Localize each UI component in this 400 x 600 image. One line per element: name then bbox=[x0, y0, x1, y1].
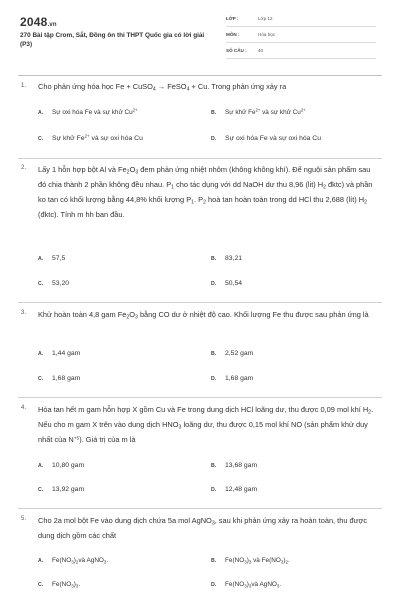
question-text: Cho 2a mol bột Fe vào dung dịch chứa 5a mol AgNO$_3$, sau khi phản ứng xảy ra hoàn toàn, thu được dung dịch gồm các chất bbox=[38, 516, 368, 540]
option-text: 50,54 bbox=[225, 280, 243, 287]
option-letter: A. bbox=[38, 110, 44, 116]
question-number: 2. bbox=[21, 165, 27, 171]
option-text: $Fe(NO_3)_3$ và $Fe(NO_3)_2$. bbox=[225, 557, 290, 565]
option-d[interactable] bbox=[211, 581, 281, 588]
question-divider bbox=[18, 302, 382, 303]
option-text: 13,68 gam bbox=[225, 462, 258, 469]
option-letter: C. bbox=[38, 136, 44, 142]
option-text: 1,68 gam bbox=[52, 375, 81, 382]
option-d[interactable] bbox=[211, 375, 253, 382]
option-b[interactable] bbox=[211, 109, 306, 116]
option-d[interactable] bbox=[211, 486, 257, 493]
option-text: $Fe(NO_3)_3và$ AgNO$_3$. bbox=[225, 581, 282, 589]
question-number: 3. bbox=[21, 310, 27, 316]
option-a[interactable] bbox=[38, 557, 108, 564]
option-letter: D. bbox=[211, 281, 217, 287]
question-number: 1. bbox=[21, 83, 27, 89]
option-letter: B. bbox=[211, 351, 217, 357]
option-text: 57,5 bbox=[52, 255, 66, 262]
question-text: Cho phản ứng hóa học Fe + CuSO$_4$ → FeSO$_4$ + Cu. Trong phản ứng xảy ra bbox=[38, 82, 287, 93]
option-a[interactable] bbox=[38, 255, 65, 262]
option-letter: A. bbox=[38, 256, 44, 262]
option-letter: C. bbox=[38, 487, 44, 493]
option-text: Sự oxi hóa Fe và sự khử $Cu^{2+}$ bbox=[52, 107, 138, 116]
meta-class-value: Lớp 12 bbox=[258, 16, 273, 21]
logo-main: 2048 bbox=[20, 15, 48, 29]
header-divider bbox=[18, 75, 382, 76]
logo-suffix: .vn bbox=[47, 22, 57, 28]
option-letter: B. bbox=[211, 256, 217, 262]
site-logo[interactable] bbox=[20, 15, 57, 29]
meta-subject-value: Hóa học bbox=[258, 32, 276, 37]
question-text: Lấy 1 hỗn hợp bột Al và $Fe_2O_3$ đem phản ứng nhiệt nhôm (không không khí). Để nguội sản phẩm sau đó chia thành 2 phần không đều nhau. $P_1$ cho tác dụng với dd NaOH dư thu 8,96 (lit) $H_2$ đktc) và phần ko tan có khối lượng bằng 44,8% khối lượng $P_1$. $P_2$ hoà tan hoàn toàn trong dd HCl thu 2,688 (lít) $H_2$ (đktc). Tính m hh ban đầu. bbox=[38, 165, 373, 219]
option-c[interactable] bbox=[38, 375, 80, 382]
option-d[interactable] bbox=[211, 135, 321, 142]
option-letter: A. bbox=[38, 558, 44, 564]
option-text: 12,48 gam bbox=[225, 486, 258, 493]
question-divider bbox=[18, 397, 382, 398]
option-a[interactable] bbox=[38, 462, 84, 469]
option-letter: D. bbox=[211, 582, 217, 588]
option-text: $Fe(NO_3)_3$. bbox=[52, 581, 81, 589]
option-text: 1,68 gam bbox=[225, 375, 254, 382]
option-b[interactable] bbox=[211, 350, 253, 357]
meta-subject-row bbox=[226, 30, 376, 43]
meta-class-row bbox=[226, 14, 376, 27]
option-letter: D. bbox=[211, 487, 217, 493]
question-number: 4. bbox=[21, 405, 27, 411]
option-letter: B. bbox=[211, 558, 217, 564]
option-letter: D. bbox=[211, 136, 217, 142]
option-text: 13,92 gam bbox=[52, 486, 85, 493]
document-title: 270 Bài tập Crom, Sắt, Đồng ôn thi THPT Quốc gia có lời giải (P3) bbox=[20, 32, 205, 48]
option-letter: B. bbox=[211, 463, 217, 469]
option-text: Sự oxi hóa Fe và sự oxi hóa Cu bbox=[225, 135, 321, 142]
option-d[interactable] bbox=[211, 280, 242, 287]
meta-count-value: 40 bbox=[258, 48, 264, 53]
option-letter: B. bbox=[211, 110, 217, 116]
option-text: 53,20 bbox=[52, 280, 70, 287]
option-c[interactable] bbox=[38, 581, 80, 588]
meta-count-label: SỐ CÂU : bbox=[226, 48, 247, 53]
meta-class-label: LỚP : bbox=[226, 16, 239, 21]
meta-subject-label: MÔN : bbox=[226, 32, 240, 37]
option-a[interactable] bbox=[38, 109, 137, 116]
option-text: $Fe(NO_3)_2và$ AgNO$_3$. bbox=[52, 557, 109, 565]
option-text: Sự khử $Fe^{2+}$ và sự oxi hóa Cu bbox=[52, 133, 143, 142]
question-text: Hòa tan hết m gam hỗn hợp X gồm Cu và Fe trong dung dịch HCl loãng dư, thu được 0,09 mol khí $H_2$. Nếu cho m gam X trên vào dung dịch $HNO_3$ loãng dư, thu được 0,15 mol khí NO (sản phẩm khử duy nhất của $N^{+5}$). Giá trị của m là bbox=[38, 405, 374, 444]
option-text: Sự khử $Fe^{2+}$ và sự khử $Cu^{2+}$ bbox=[225, 107, 306, 116]
option-text: 10,80 gam bbox=[52, 462, 85, 469]
question-divider bbox=[18, 508, 382, 509]
option-letter: A. bbox=[38, 463, 44, 469]
option-text: 83,21 bbox=[225, 255, 243, 262]
option-text: 1,44 gam bbox=[52, 350, 81, 357]
option-c[interactable] bbox=[38, 135, 143, 142]
option-letter: C. bbox=[38, 281, 44, 287]
option-c[interactable] bbox=[38, 280, 69, 287]
option-letter: C. bbox=[38, 582, 44, 588]
option-c[interactable] bbox=[38, 486, 84, 493]
question-text: Khử hoàn toàn 4,8 gam $Fe_2O_3$ bằng CO dư ở nhiệt độ cao. Khối lượng Fe thu được sau phản ứng là bbox=[38, 310, 369, 321]
meta-count-row bbox=[226, 46, 376, 59]
document-header bbox=[0, 0, 400, 70]
option-text: 2,52 gam bbox=[225, 350, 254, 357]
option-letter: D. bbox=[211, 376, 217, 382]
option-letter: A. bbox=[38, 351, 44, 357]
question-divider bbox=[18, 158, 382, 159]
option-b[interactable] bbox=[211, 462, 257, 469]
option-letter: C. bbox=[38, 376, 44, 382]
option-b[interactable] bbox=[211, 557, 290, 564]
question-number: 5. bbox=[21, 516, 27, 522]
option-b[interactable] bbox=[211, 255, 242, 262]
option-a[interactable] bbox=[38, 350, 80, 357]
